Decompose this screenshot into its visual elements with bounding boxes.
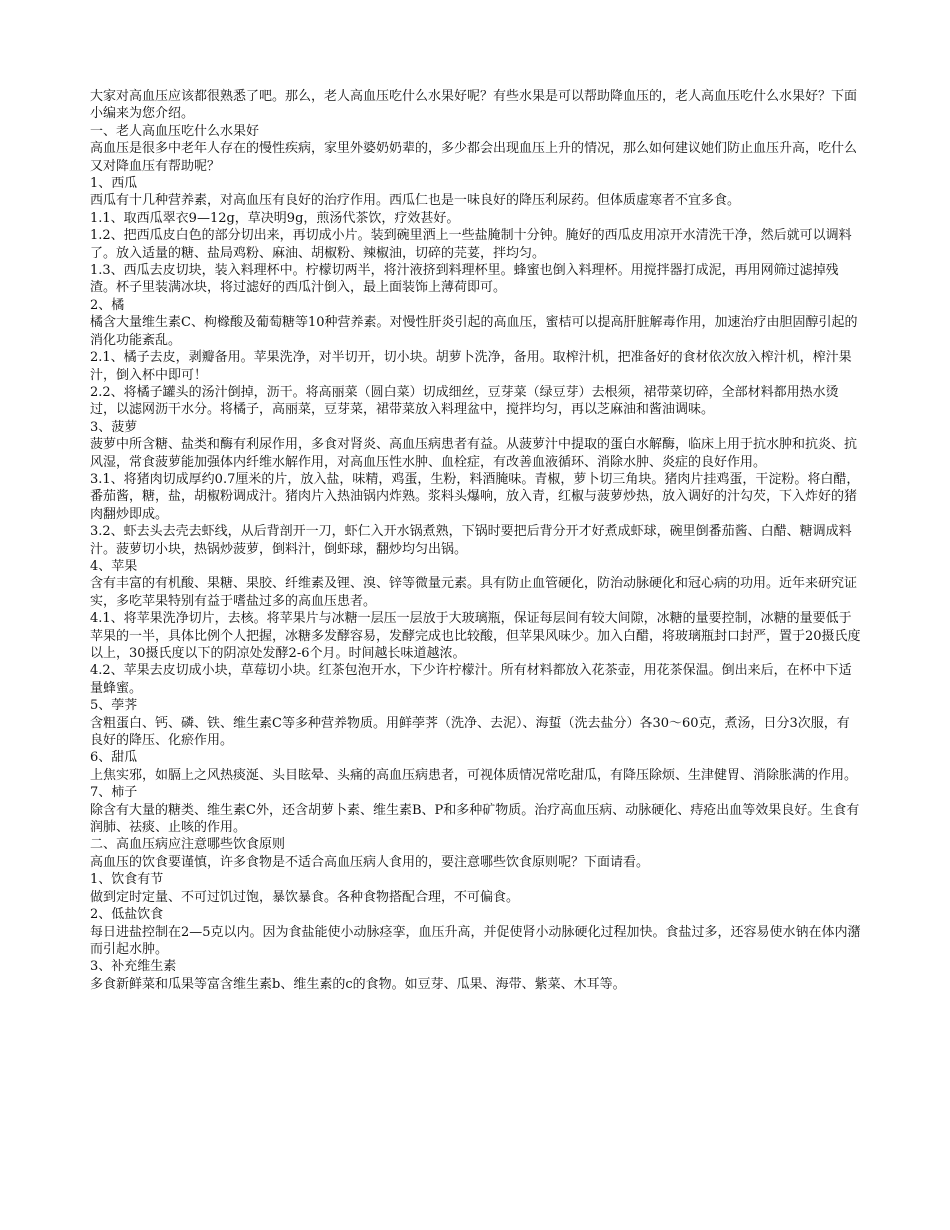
body-paragraph: 含有丰富的有机酸、果糖、果胶、纤维素及锂、溴、锌等微量元素。具有防止血管硬化，防治动脉硬化和冠心病的功用。近年来研究证实，多吃苹果特别有益于嗜盐过多的高血压患者。 bbox=[90, 576, 858, 609]
body-paragraph: 2.1、橘子去皮，剥瓣备用。苹果洗净，对半切开，切小块。胡萝卜洗净，备用。取榨汁机，把准备好的食材依次放入榨汁机，榨汁果汁，倒入杯中即可！ bbox=[90, 350, 852, 383]
body-paragraph: 1.1、取西瓜翠衣9—12g，草决明9g，煎汤代茶饮，疗效甚好。 bbox=[90, 210, 460, 226]
body-paragraph: 除含有大量的糖类、维生素C外，还含胡萝卜素、维生素B、P和多种矿物质。治疗高血压病、动脉硬化、痔疮出血等效果良好。生食有润肺、祛痰、止咳的作用。 bbox=[90, 802, 860, 836]
body-paragraph: 4.1、将苹果洗净切片，去核。将苹果片与冰糖一层压一层放于大玻璃瓶，保证每层间有较大间隙，冰糖的量要控制，冰糖的量要低于苹果的一半，具体比例个人把握，冰糖多发酵容易，发酵完成也比较酸，但苹果风味少。加入白醋，将玻璃瓶封口封严，置于20摄氏度以上，30摄氏度以下的阴凉处发酵2-6个月。时间越长味道越浓。 bbox=[90, 611, 861, 661]
body-paragraph: 高血压的饮食要谨慎，许多食物是不适合高血压病人食用的，要注意哪些饮食原则呢？下面请看。 bbox=[90, 854, 650, 870]
section-heading: 2、橘 bbox=[90, 297, 125, 313]
section-heading: 二、高血压病应注意哪些饮食原则 bbox=[90, 837, 286, 853]
section-heading: 2、低盐饮食 bbox=[90, 907, 164, 923]
section-heading: 1、饮食有节 bbox=[90, 872, 164, 888]
section-heading: 7、柿子 bbox=[90, 785, 138, 801]
body-paragraph: 高血压是很多中老年人存在的慢性疾病，家里外婆奶奶辈的，多少都会出现血压上升的情况，那么如何建议她们防止血压升高，吃什么又对降血压有帮助呢？ bbox=[90, 141, 858, 174]
section-heading: 3、菠萝 bbox=[90, 419, 138, 435]
body-paragraph: 上焦实邪，如膈上之风热痰涎、头目眩晕、头痛的高血压病患者，可视体质情况常吃甜瓜，有降压除烦、生津健胃、消除胀满的作用。 bbox=[90, 767, 858, 783]
section-heading: 4、苹果 bbox=[90, 558, 138, 574]
body-paragraph: 菠萝中所含糖、盐类和酶有利尿作用，多食对肾炎、高血压病患者有益。从菠萝汁中提取的蛋白水解酶，临床上用于抗水肿和抗炎、抗风湿，常食菠萝能加强体内纤维水解作用，对高血压性水肿、血栓症，有改善血液循环、消除水肿、炎症的良好作用。 bbox=[90, 437, 858, 470]
body-paragraph: 多食新鲜菜和瓜果等富含维生素b、维生素的c的食物。如豆芽、瓜果、海带、紫菜、木耳等。 bbox=[90, 976, 626, 992]
body-paragraph: 3.2、虾去头去壳去虾线，从后背剖开一刀，虾仁入开水锅煮熟，下锅时要把后背分开才好煮成虾球，碗里倒番茄酱、白醋、糖调成料汁。菠萝切小块，热锅炒菠萝，倒料汁，倒虾球，翻炒均匀出锅。 bbox=[90, 524, 852, 557]
body-paragraph: 橘含大量维生素C、枸橼酸及葡萄糖等10种营养素。对慢性肝炎引起的高血压，蜜桔可以提高肝脏解毒作用，加速治疗由胆固醇引起的消化功能紊乱。 bbox=[90, 315, 858, 348]
body-paragraph: 2.2、将橘子罐头的汤汁倒掉，沥干。将高丽菜（圆白菜）切成细丝，豆芽菜（绿豆芽）去根须，裙带菜切碎，全部材料都用热水烫过，以滤网沥干水分。将橘子，高丽菜，豆芽菜，裙带菜放入料理盆中，搅拌均匀，再以芝麻油和酱油调味。 bbox=[90, 384, 839, 418]
section-heading: 5、荸荠 bbox=[90, 698, 138, 714]
section-heading: 一、老人高血压吃什么水果好 bbox=[90, 123, 260, 139]
section-heading: 3、补充维生素 bbox=[90, 959, 177, 975]
section-heading: 6、甜瓜 bbox=[90, 750, 138, 766]
body-paragraph: 含粗蛋白、钙、磷、铁、维生素C等多种营养物质。用鲜荸荠（洗净、去泥）、海蜇（洗去盐分）各30～60克，煮汤，日分3次服，有良好的降压、化瘀作用。 bbox=[90, 715, 850, 749]
body-paragraph: 1.3、西瓜去皮切块，装入料理杯中。柠檬切两半，将汁液挤到料理杯里。蜂蜜也倒入料理杯。用搅拌器打成泥，再用网筛过滤掉残渣。杯子里装满冰块，将过滤好的西瓜汁倒入，最上面装饰上薄荷即可。 bbox=[90, 263, 839, 296]
body-paragraph: 3.1、将猪肉切成厚约0.7厘米的片，放入盐，味精，鸡蛋，生粉，料酒腌味。青椒，萝卜切三角块。猪肉片挂鸡蛋，干淀粉。将白醋，番茄酱，糖，盐，胡椒粉调成汁。猪肉片入热油锅内炸熟。浆料头爆响，放入青，红椒与菠萝炒热，放入调好的汁勾芡，下入炸好的猪肉翻炒即成。 bbox=[90, 471, 860, 522]
body-paragraph: 4.2、苹果去皮切成小块，草莓切小块。红茶包泡开水，下少许柠檬汁。所有材料都放入花茶壶，用花茶保温。倒出来后，在杯中下适量蜂蜜。 bbox=[90, 663, 852, 696]
body-paragraph: 1.2、把西瓜皮白色的部分切出来，再切成小片。装到碗里洒上一些盐腌制十分钟。腌好的西瓜皮用凉开水清洗干净，然后就可以调料了。放入适量的糖、盐局鸡粉、麻油、胡椒粉、辣椒油，切碎的芫荽，拌均匀。 bbox=[90, 228, 852, 261]
document-body bbox=[90, 88, 862, 993]
body-paragraph: 每日进盐控制在2—5克以内。因为食盐能使小动脉痉挛，血压升高，并促使肾小动脉硬化过程加快。食盐过多，还容易使水钠在体内潴而引起水肿。 bbox=[90, 924, 861, 957]
body-paragraph: 西瓜有十几种营养素，对高血压有良好的治疗作用。西瓜仁也是一味良好的降压利尿药。但体质虚寒者不宜多食。 bbox=[90, 193, 741, 209]
body-paragraph: 大家对高血压应该都很熟悉了吧。那么，老人高血压吃什么水果好呢？有些水果是可以帮助降血压的，老人高血压吃什么水果好？下面小编来为您介绍。 bbox=[90, 89, 858, 122]
body-paragraph: 做到定时定量、不可过饥过饱，暴饮暴食。各种食物搭配合理，不可偏食。 bbox=[90, 889, 520, 905]
section-heading: 1、西瓜 bbox=[90, 176, 138, 192]
